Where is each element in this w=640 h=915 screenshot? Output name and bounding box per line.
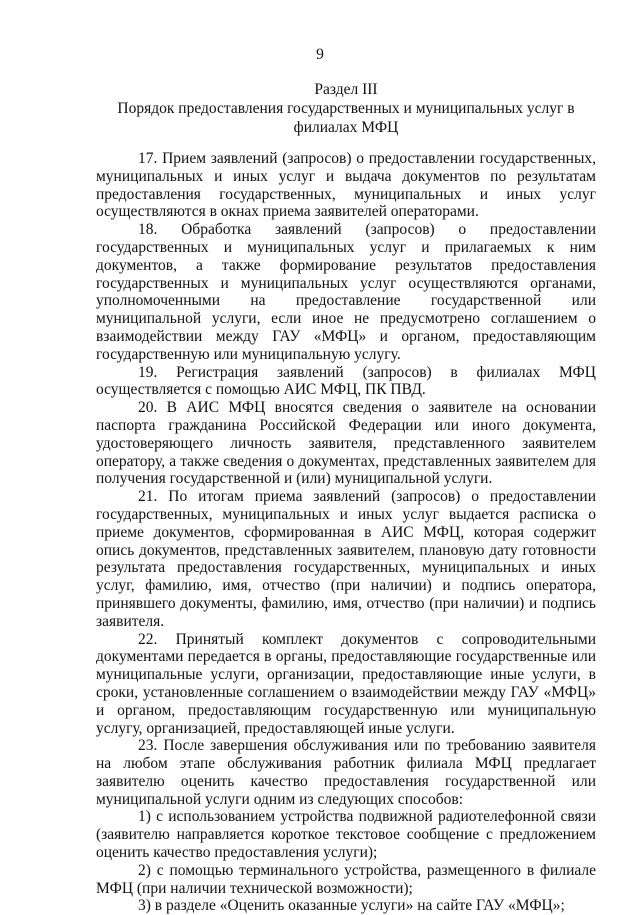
section-heading: Раздел III	[314, 81, 378, 98]
paragraph-18: 18. Обработка заявлений (запросов) о предоставлении государственных и муниципальных услуг и прилагаемых к ним документов, а также формирование результатов предоставления государственных и муниципальных услуг осуществляются органами, уполномоченными на предоставление государственной или муниципальной услуги, если иное не предусмотрено соглашением о взаимодействии между ГАУ «МФЦ» и органом, предоставляющим государственную или муниципальную услугу.	[96, 221, 596, 363]
document-body	[96, 150, 596, 915]
paragraph-19: 19. Регистрация заявлений (запросов) в филиалах МФЦ осуществляется с помощью АИС МФЦ, ПК ПВД.	[96, 363, 596, 399]
page-number: 9	[316, 46, 324, 63]
paragraph-23: 23. После завершения обслуживания или по требованию заявителя на любом этапе обслуживания работник филиала МФЦ предлагает заявителю оценить качество предоставления государственной или муниципальной услуги одним из следующих способов:	[96, 737, 596, 808]
paragraph-21: 21. По итогам приема заявлений (запросов) о предоставлении государственных, муниципальных и иных услуг выдается расписка о приеме документов, сформированная в АИС МФЦ, которая содержит опись документов, представленных заявителем, плановую дату готовности результата предоставления государственных, муниципальных и иных услуг, фамилию, имя, отчество (при наличии) и подпись оператора, принявшего документы, фамилию, имя, отчество (при наличии) и подпись заявителя.	[96, 488, 596, 630]
paragraph-20: 20. В АИС МФЦ вносятся сведения о заявителе на основании паспорта гражданина Российской Федерации или иного документа, удостоверяющего личность заявителя, представленного заявителем оператору, а также сведения о документах, представленных заявителем для получения государственной и (или) муниципальной услуги.	[96, 399, 596, 488]
list-item-2: 2) с помощью терминального устройства, размещенного в филиале МФЦ (при наличии технической возможности);	[96, 861, 596, 897]
list-item-3: 3) в разделе «Оценить оказанные услуги» на сайте ГАУ «МФЦ»;	[138, 897, 565, 915]
section-subtitle: Порядок предоставления государственных и муниципальных услуг в филиалах МФЦ	[117, 100, 575, 136]
paragraph-17: 17. Прием заявлений (запросов) о предоставлении государственных, муниципальных и иных услуг и выдача документов по результатам предоставления государственных, муниципальных и иных услуг осуществляются в окнах приема заявителей операторами.	[96, 150, 596, 221]
paragraph-22: 22. Принятый комплект документов с сопроводительными документами передается в органы, предоставляющие государственные или муниципальные услуги, организации, предоставляющие иные услуги, в сроки, установленные соглашением о взаимодействии между ГАУ «МФЦ» и органом, предоставляющим государственную или муниципальную услугу, организацией, предоставляющей иные услуги.	[96, 630, 596, 737]
list-item-1: 1) с использованием устройства подвижной радиотелефонной связи (заявителю направляется короткое текстовое сообщение с предложением оценить качество предоставления услуги);	[96, 808, 596, 862]
